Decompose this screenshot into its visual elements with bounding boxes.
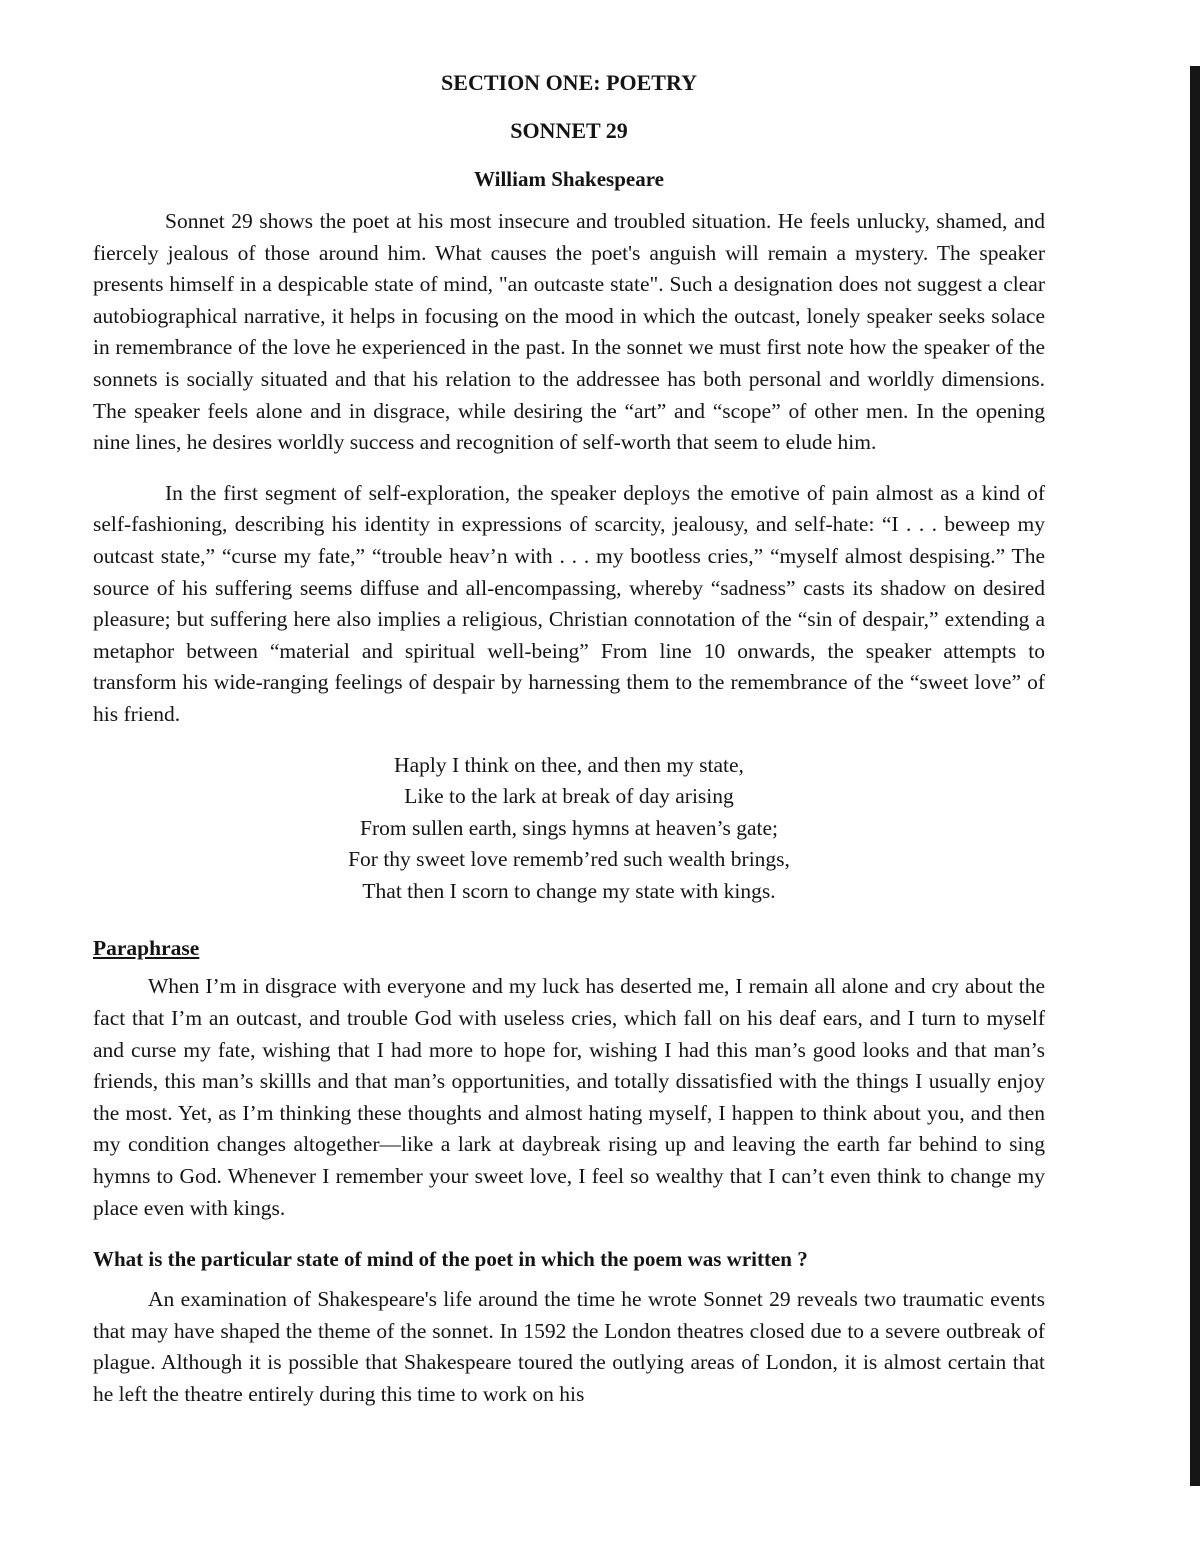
author-name: William Shakespeare [474,167,664,191]
analysis-paragraph: In the first segment of self-exploration, the speaker deploys the emotive of pain almost as a kind of self-fashioning, describing his identity in expressions of scarcity, jealousy, and self-hate: “I . . . beweep my outcast state,” “curse my fate,” “trouble heav’n with . . . my bootless cries,” “myself almost despising.” The source of his suffering seems diffuse and all-encompassing, whereby “sadness” casts its shadow on desired pleasure; but suffering here also implies a religious, Christian connotation of the “sin of despair,” extending a metaphor between “material and spiritual well-being” From line 10 onwards, the speaker attempts to transform his wide-ranging feelings of despair by harnessing them to the remembrance of the “sweet love” of his friend. [93,480,1045,726]
poem-excerpt [93,750,1045,908]
poem-line: Haply I think on thee, and then my state, [394,752,744,777]
intro-paragraph: Sonnet 29 shows the poet at his most insecure and troubled situation. He feels unlucky, shamed, and fiercely jealous of those around him. What causes the poet's anguish will remain a mystery. The speaker presents himself in a despicable state of mind, "an outcaste state". Such a designation does not suggest a clear autobiographical narrative, it helps in focusing on the mood in which the outcast, lonely speaker seeks solace in remembrance of the love he experienced in the past. In the sonnet we must first note how the speaker of the sonnets is socially situated and that his relation to the addressee has both personal and worldly dimensions. The speaker feels alone and in disgrace, while desiring the “art” and “scope” of other men. In the opening nine lines, he desires worldly success and recognition of self-worth that seem to elude him. [93,209,1045,455]
answer-paragraph: An examination of Shakespeare's life around the time he wrote Sonnet 29 reveals two traumatic events that may have shaped the theme of the sonnet. In 1592 the London theatres closed due to a severe outbreak of plague. Although it is possible that Shakespeare toured the outlying areas of London, it is almost certain that he left the theatre entirely during this time to work on his [93,1287,1045,1406]
paraphrase-heading: Paraphrase [93,936,200,961]
poem-line: Like to the lark at break of day arising [404,784,734,809]
page-edge-shadow [1190,66,1200,1486]
poem-line: That then I scorn to change my state with kings. [362,878,776,903]
poem-line: From sullen earth, sings hymns at heaven’s gate; [360,815,778,840]
section-title: SECTION ONE: POETRY [441,70,697,95]
poem-line: For thy sweet love rememb’red such wealth brings, [348,847,790,872]
poem-title: SONNET 29 [510,118,628,143]
document-page [93,66,1045,1411]
question-heading: What is the particular state of mind of the poet in which the poem was written ? [93,1247,808,1272]
paraphrase-paragraph: When I’m in disgrace with everyone and my luck has deserted me, I remain all alone and cry about the fact that I’m an outcast, and trouble God with useless cries, which fall on his deaf ears, and I turn to myself and curse my fate, wishing that I had more to hope for, wishing I had this man’s good looks and that man’s friends, this man’s skillls and that man’s opportunities, and totally dissatisfied with the things I usually enjoy the most. Yet, as I’m thinking these thoughts and almost hating myself, I happen to think about you, and then my condition changes altogether—like a lark at daybreak rising up and leaving the earth far behind to sing hymns to God. Whenever I remember your sweet love, I feel so wealthy that I can’t even think to change my place even with kings. [93,974,1045,1220]
